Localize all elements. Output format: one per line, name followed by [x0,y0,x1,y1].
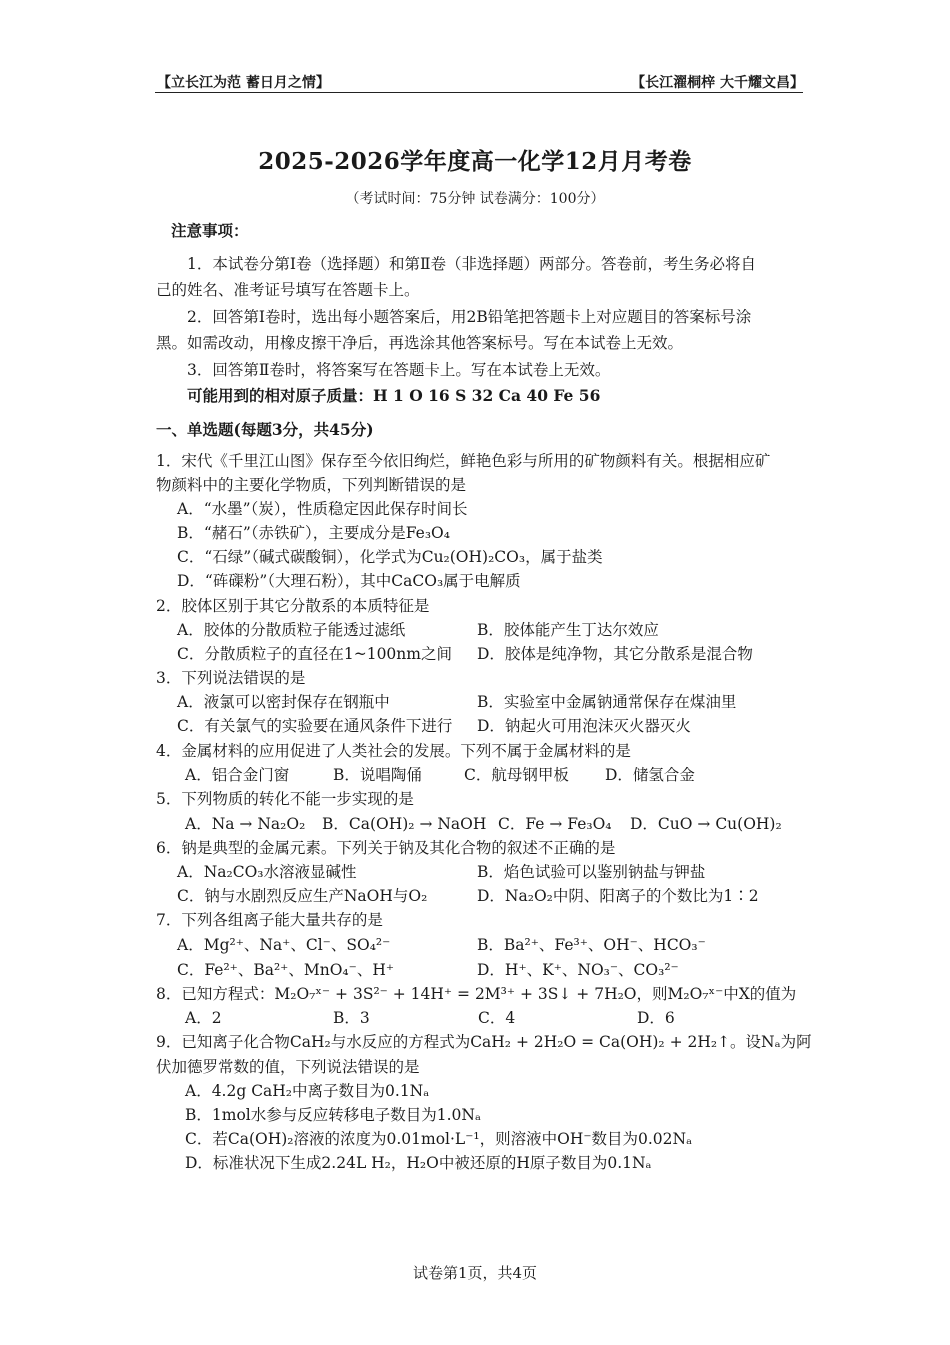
q5-option-a: A．Na → Na₂O₂ [185,815,306,833]
q5-option-b: B．Ca(OH)₂ → NaOH [322,815,487,833]
header-divider [155,92,803,93]
page-title: 2025-2026学年度高一化学12月月考卷 [258,148,692,175]
notice-item-1-line-2: 己的姓名、准考证号填写在答题卡上。 [156,281,420,299]
notice-item-2-line-2: 黑。如需改动，用橡皮擦干净后，再选涂其他答案标号。写在本试卷上无效。 [156,334,684,352]
q3-option-d: D．钠起火可用泡沫灭火器灭火 [477,717,691,735]
q3-option-c: C．有关氯气的实验要在通风条件下进行 [177,717,453,735]
q9-stem-line-1: 9．已知离子化合物CaH₂与水反应的方程式为CaH₂ + 2H₂O = Ca(OH)₂ + 2H₂↑。设Nₐ为阿 [156,1033,812,1051]
notice-item-2-line-1: 2．回答第Ⅰ卷时，选出每小题答案后，用2B铅笔把答题卡上对应题目的答案标号涂 [187,308,752,326]
q9-option-c: C．若Ca(OH)₂溶液的浓度为0.01mol·L⁻¹，则溶液中OH⁻数目为0.02Nₐ [185,1130,693,1148]
q5-stem: 5．下列物质的转化不能一步实现的是 [156,790,414,808]
q1-stem-line-2: 物颜料中的主要化学物质，下列判断错误的是 [156,476,467,494]
q4-option-d: D．储氢合金 [605,766,695,784]
q6-stem: 6．钠是典型的金属元素。下列关于钠及其化合物的叙述不正确的是 [156,839,616,857]
q9-option-d: D．标准状况下生成2.24L H₂，H₂O中被还原的H原子数目为0.1Nₐ [185,1154,652,1172]
header-left-motto: 【立长江为范 蓄日月之情】 [157,75,330,91]
q4-stem: 4．金属材料的应用促进了人类社会的发展。下列不属于金属材料的是 [156,742,631,760]
q6-option-c: C．钠与水剧烈反应生产NaOH与O₂ [177,887,428,905]
q9-stem-line-2: 伏加德罗常数的值，下列说法错误的是 [156,1058,420,1076]
q2-option-c: C．分散质粒子的直径在1~100nm之间 [177,645,452,663]
notice-heading: 注意事项： [171,221,249,240]
q7-option-d: D．H⁺、K⁺、NO₃⁻、CO₃²⁻ [477,961,679,979]
q8-stem: 8．已知方程式：M₂O₇ˣ⁻ + 3S²⁻ + 14H⁺ = 2M³⁺ + 3S↓ + 7H₂O，则M₂O₇ˣ⁻中X的值为 [156,985,797,1003]
notice-item-3: 3．回答第Ⅱ卷时，将答案写在答题卡上。写在本试卷上无效。 [187,361,611,379]
q3-option-a: A．液氯可以密封保存在钢瓶中 [177,693,390,711]
q8-option-c: C．4 [478,1009,516,1027]
q9-option-b: B．1mol水参与反应转移电子数目为1.0Nₐ [185,1106,481,1124]
q6-option-b: B．焰色试验可以鉴别钠盐与钾盐 [477,863,706,881]
q8-option-d: D．6 [637,1009,675,1027]
q2-option-b: B．胶体能产生丁达尔效应 [477,621,659,639]
header-right-motto: 【长江濯桐梓 大千耀文昌】 [631,75,804,91]
q9-option-a: A．4.2g CaH₂中离子数目为0.1Nₐ [185,1082,430,1100]
exam-info: （考试时间：75分钟 试卷满分：100分） [345,191,605,207]
q4-option-b: B．说唱陶俑 [333,766,422,784]
q5-option-d: D．CuO → Cu(OH)₂ [630,815,782,833]
q8-option-a: A．2 [185,1009,222,1027]
q7-stem: 7．下列各组离子能大量共存的是 [156,911,383,929]
q3-stem: 3．下列说法错误的是 [156,669,306,687]
q8-option-b: B．3 [333,1009,370,1027]
q7-option-b: B．Ba²⁺、Fe³⁺、OH⁻、HCO₃⁻ [477,936,706,954]
q5-option-c: C．Fe → Fe₃O₄ [498,815,612,833]
q7-option-c: C．Fe²⁺、Ba²⁺、MnO₄⁻、H⁺ [177,961,395,979]
q1-option-a: A．“水墨”（炭），性质稳定因此保存时间长 [177,500,468,518]
q2-stem: 2．胶体区别于其它分散系的本质特征是 [156,597,430,615]
q2-option-d: D．胶体是纯净物，其它分散系是混合物 [477,645,753,663]
notice-item-1-line-1: 1．本试卷分第Ⅰ卷（选择题）和第Ⅱ卷（非选择题）两部分。答卷前，考生务必将自 [187,255,757,273]
q4-option-c: C．航母钢甲板 [464,766,569,784]
q1-option-d: D．“砗磲粉”（大理石粉），其中CaCO₃属于电解质 [177,572,521,590]
page-number: 试卷第1页，共4页 [412,1264,538,1282]
q1-stem-line-1: 1．宋代《千里江山图》保存至今依旧绚烂，鲜艳色彩与所用的矿物颜料有关。根据相应矿 [156,452,771,470]
q2-option-a: A．胶体的分散质粒子能透过滤纸 [177,621,406,639]
q1-option-c: C．“石绿”（碱式碳酸铜），化学式为Cu₂(OH)₂CO₃，属于盐类 [177,548,603,566]
section-heading: 一、单选题(每题3分，共45分) [156,420,374,439]
q6-option-a: A．Na₂CO₃水溶液显碱性 [177,863,357,881]
q6-option-d: D．Na₂O₂中阴、阳离子的个数比为1∶2 [477,887,759,905]
q4-option-a: A．铝合金门窗 [185,766,290,784]
q3-option-b: B．实验室中金属钠通常保存在煤油里 [477,693,737,711]
q1-option-b: B．“赭石”（赤铁矿），主要成分是Fe₃O₄ [177,524,450,542]
q7-option-a: A．Mg²⁺、Na⁺、Cl⁻、SO₄²⁻ [177,936,391,954]
atomic-masses: 可能用到的相对原子质量：H 1 O 16 S 32 Ca 40 Fe 56 [187,386,601,405]
